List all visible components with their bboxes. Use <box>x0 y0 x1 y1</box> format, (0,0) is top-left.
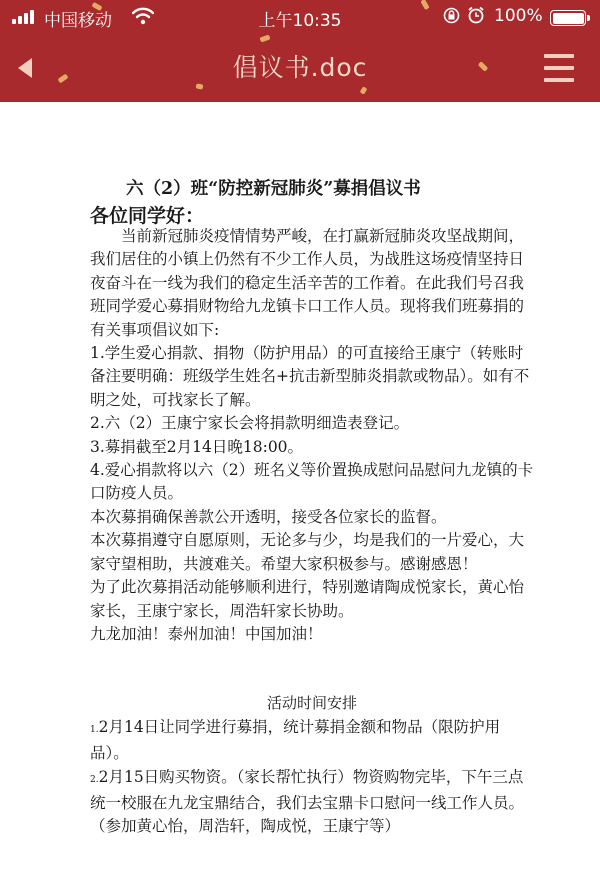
doc-item-1: 1.学生爱心捐款、捐物（防护用品）的可直接给王康宁（转账时备注要明确：班级学生姓名+抗击新型肺炎捐款或物品）。如有不明之处，可找家长了解。 <box>90 344 530 409</box>
doc-paragraph-transparency: 本次募捐确保善款公开透明，接受各位家长的监督。 <box>90 507 447 526</box>
schedule-text: 2月15日购买物资。（家长帮忙执行）物资购物完毕，下午三点统一校服在九龙宝鼎结合，我们去宝鼎卡口慰问一线工作人员。（参加黄心怡，周浩轩，陶成悦，王康宁等） <box>90 767 525 836</box>
doc-paragraph-invitation: 为了此次募捐活动能够顺利进行，特别邀请陶成悦家长，黄心怡家长，王康宁家长，周浩轩家长协助。 <box>90 578 525 620</box>
status-time: 上午10:35 <box>258 11 342 31</box>
document-body <box>0 102 600 882</box>
doc-greeting: 各位同学好： <box>90 205 205 227</box>
schedule-number: 1. <box>90 724 99 735</box>
carrier-name: 中国移动 <box>44 11 112 31</box>
doc-item-2: 2.六（2）王康宁家长会将捐款明细造表登记。 <box>90 414 410 433</box>
app-header <box>0 0 600 102</box>
doc-paragraph-voluntary: 本次募捐遵守自愿原则，无论多与少，均是我们的一片爱心，大家守望相助，共渡难关。希望大家积极参与。感谢感恩！ <box>90 531 525 573</box>
status-bar <box>0 0 600 34</box>
alarm-clock-icon <box>467 6 485 24</box>
doc-intro-paragraph: 当前新冠肺炎疫情情势严峻，在打赢新冠肺炎攻坚战期间，我们居住的小镇上仍然有不少工作人员，为战胜这场疫情坚持日夜奋斗在一线为我们的稳定生活辛苦的工作着。在此我们号召我班同学爱心募捐财物给九龙镇卡口工作人员。现将我们班募捐的有关事项倡议如下: <box>90 227 525 339</box>
doc-content <box>90 225 534 839</box>
battery-percentage: 100% <box>494 6 543 26</box>
hamburger-menu-icon[interactable] <box>542 52 576 84</box>
document-title: 倡议书.doc <box>232 53 368 82</box>
doc-item-3: 3.募捐截至2月14日晚18:00。 <box>90 437 304 456</box>
schedule-item-2 <box>90 766 534 839</box>
doc-paragraph-slogan: 九龙加油！泰州加油！中国加油！ <box>90 624 323 643</box>
rotation-lock-icon <box>443 7 460 24</box>
doc-item-4: 4.爱心捐款将以六（2）班名义等价置换成慰问品慰问九龙镇的卡口防疫人员。 <box>90 461 534 503</box>
schedule-heading: 活动时间安排 <box>266 694 357 713</box>
blank-gap <box>90 646 534 692</box>
battery-icon <box>550 10 586 26</box>
schedule-number: 2. <box>90 774 99 785</box>
schedule-text: 2月14日让同学进行募捐，统计募捐金额和物品（限防护用品）。 <box>90 717 501 763</box>
schedule-item-1 <box>90 716 534 766</box>
nav-bar <box>0 34 600 102</box>
doc-heading: 六（2）班“防控新冠肺炎”募捐倡议书 <box>126 179 421 199</box>
